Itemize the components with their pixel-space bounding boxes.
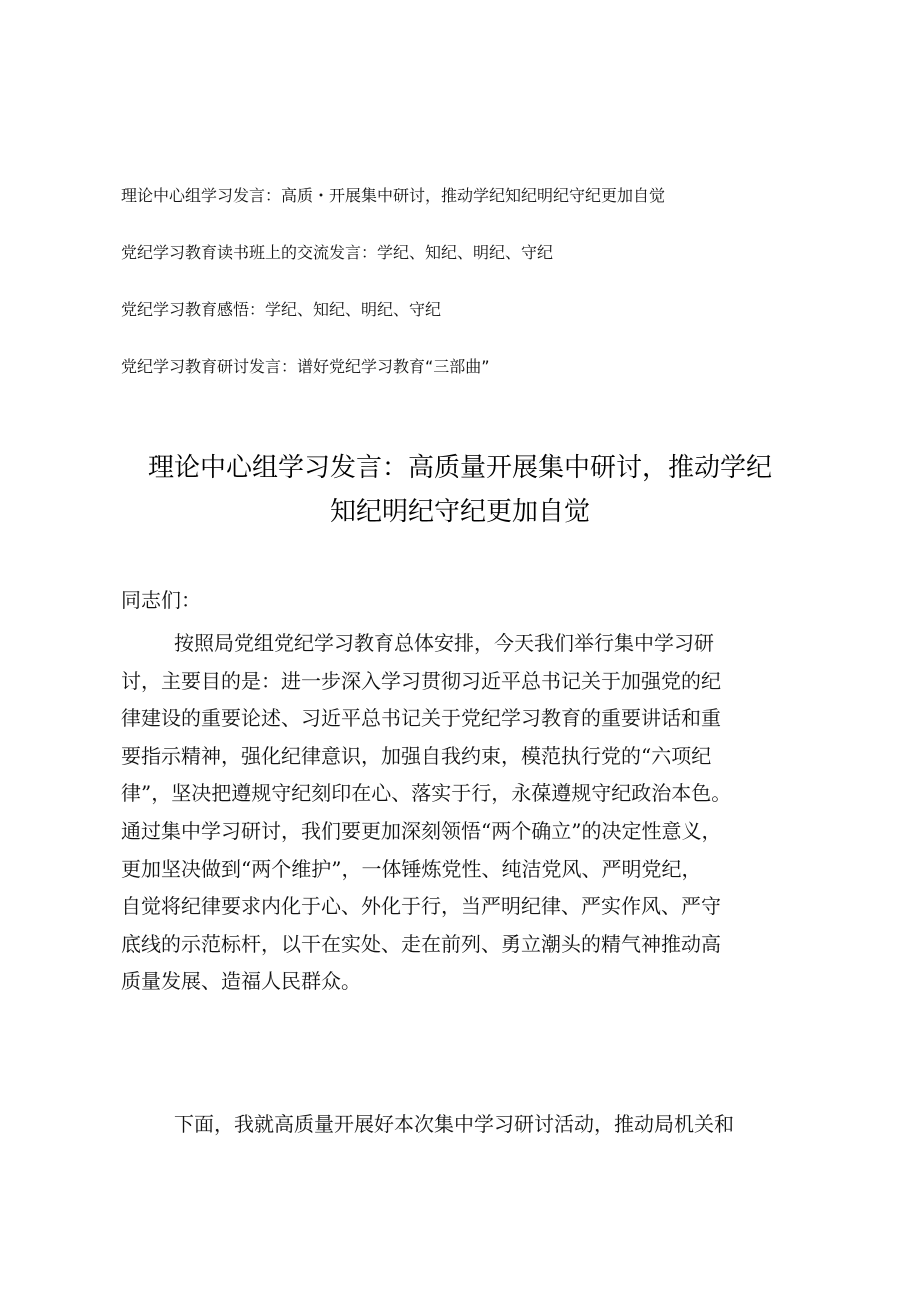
toc-item: 党纪学习教育感悟：学纪、知纪、明纪、守纪 [121,300,442,319]
title-line-2: 知纪明纪守纪更加自觉 [329,497,590,527]
body-paragraph-2 [121,1106,801,1144]
salutation: 同志们： [121,588,201,612]
toc-item: 党纪学习教育研讨发言：谱好党纪学习教育“三部曲” [121,357,490,376]
body-paragraph-1 [121,625,801,1001]
paragraph-line: 通过集中学习研讨，我们要更加深刻领悟“两个确立”的决定性意义， [121,818,722,843]
toc-item: 党纪学习教育读书班上的交流发言：学纪、知纪、明纪、守纪 [121,243,554,262]
paragraph-line: 下面，我就高质量开展好本次集中学习研讨活动，推动局机关和 [174,1112,734,1136]
paragraph-line: 按照局党组党纪学习教育总体安排，今天我们举行集中学习研 [174,631,714,655]
paragraph-line: 要指示精神，强化纪律意识，加强自我约束，模范执行党的“六项纪 [121,743,712,768]
paragraph-line: 讨，主要目的是：进一步深入学习贯彻习近平总书记关于加强党的纪 [121,668,721,693]
paragraph-line: 质量发展、造福人民群众。 [121,969,361,994]
paragraph-line: 律建设的重要论述、习近平总书记关于党纪学习教育的重要讲话和重 [121,706,721,731]
table-of-contents [121,186,821,414]
paragraph-line: 自觉将纪律要求内化于心、外化于行，当严明纪律、严实作风、严守 [121,894,721,919]
toc-item: 理论中心组学习发言：高质・开展集中研讨，推动学纪知纪明纪守纪更加自觉 [121,186,666,205]
paragraph-line: 更加坚决做到“两个维护”，一体锤炼党性、纯洁党风、严明党纪， [121,856,702,881]
paragraph-line: 律”，坚决把遵规守纪刻印在心、落实于行，永葆遵规守纪政治本色。 [121,781,732,806]
title-line-1: 理论中心组学习发言：高质量开展集中研讨，推动学纪 [147,453,772,483]
document-title [110,446,810,534]
paragraph-line: 底线的示范标杆，以干在实处、走在前列、勇立潮头的精气神推动高 [121,931,721,956]
